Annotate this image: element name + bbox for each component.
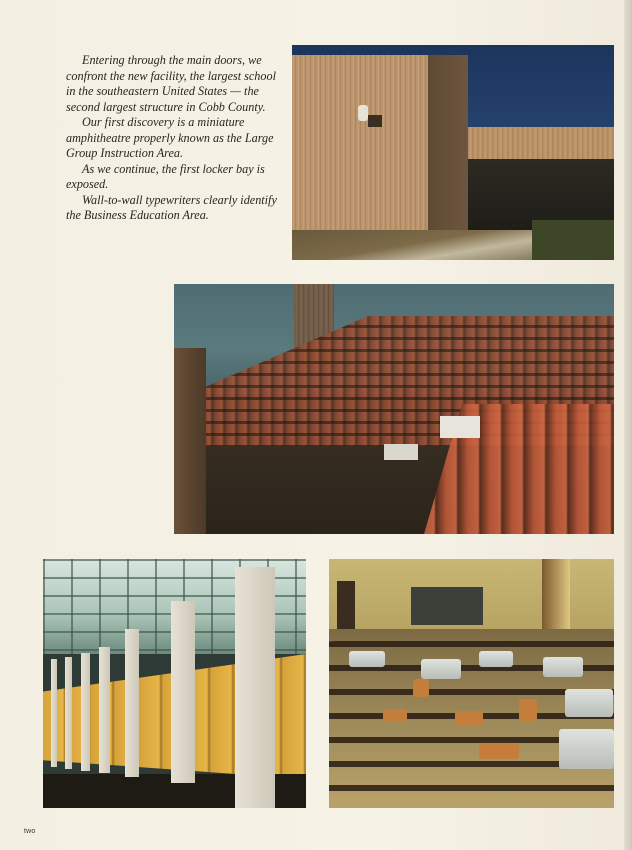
chair xyxy=(383,709,407,721)
intro-paragraph-1: Entering through the main doors, we confront the new facility, the largest school in the southeastern United States — the second largest structure in Cobb County. xyxy=(66,53,276,114)
typewriter xyxy=(543,657,583,677)
building-low-wing xyxy=(468,127,614,159)
typewriter xyxy=(565,689,613,717)
column xyxy=(99,647,110,773)
chalkboard xyxy=(411,587,483,625)
intro-paragraph-3: As we continue, the first locker bay is exposed. xyxy=(66,161,265,191)
column xyxy=(235,567,275,808)
column xyxy=(81,653,90,771)
page-edge xyxy=(624,0,632,850)
typewriter xyxy=(559,729,614,769)
side-wall xyxy=(174,348,206,534)
page-number: two xyxy=(24,828,36,835)
intro-text xyxy=(66,53,284,224)
column xyxy=(51,659,57,767)
photo-amphitheatre xyxy=(174,284,614,534)
desk-tablet xyxy=(384,444,418,460)
column xyxy=(125,629,139,777)
photo-locker-bay xyxy=(43,559,306,808)
chair xyxy=(413,679,429,697)
window xyxy=(542,559,570,629)
chair xyxy=(479,743,519,759)
intro-paragraph-2: Our first discovery is a miniature amphitheatre properly known as the Large Group Instruction Area. xyxy=(66,115,274,160)
door xyxy=(337,581,355,629)
building-wall xyxy=(292,55,428,230)
typewriter xyxy=(421,659,461,679)
lamp-bracket xyxy=(368,115,382,127)
photo-business-education xyxy=(329,559,614,808)
typewriter xyxy=(349,651,385,667)
wall-lamp xyxy=(358,105,368,121)
intro-paragraph-4: Wall-to-wall typewriters clearly identify the Business Education Area. xyxy=(66,192,277,222)
building-side xyxy=(428,55,468,230)
typewriter xyxy=(479,651,513,667)
desk-tablet xyxy=(440,416,480,438)
photo-building-exterior xyxy=(292,45,614,260)
column xyxy=(65,657,72,769)
chair xyxy=(455,711,483,725)
chair xyxy=(519,699,537,721)
column xyxy=(171,601,195,783)
lawn xyxy=(532,220,614,260)
